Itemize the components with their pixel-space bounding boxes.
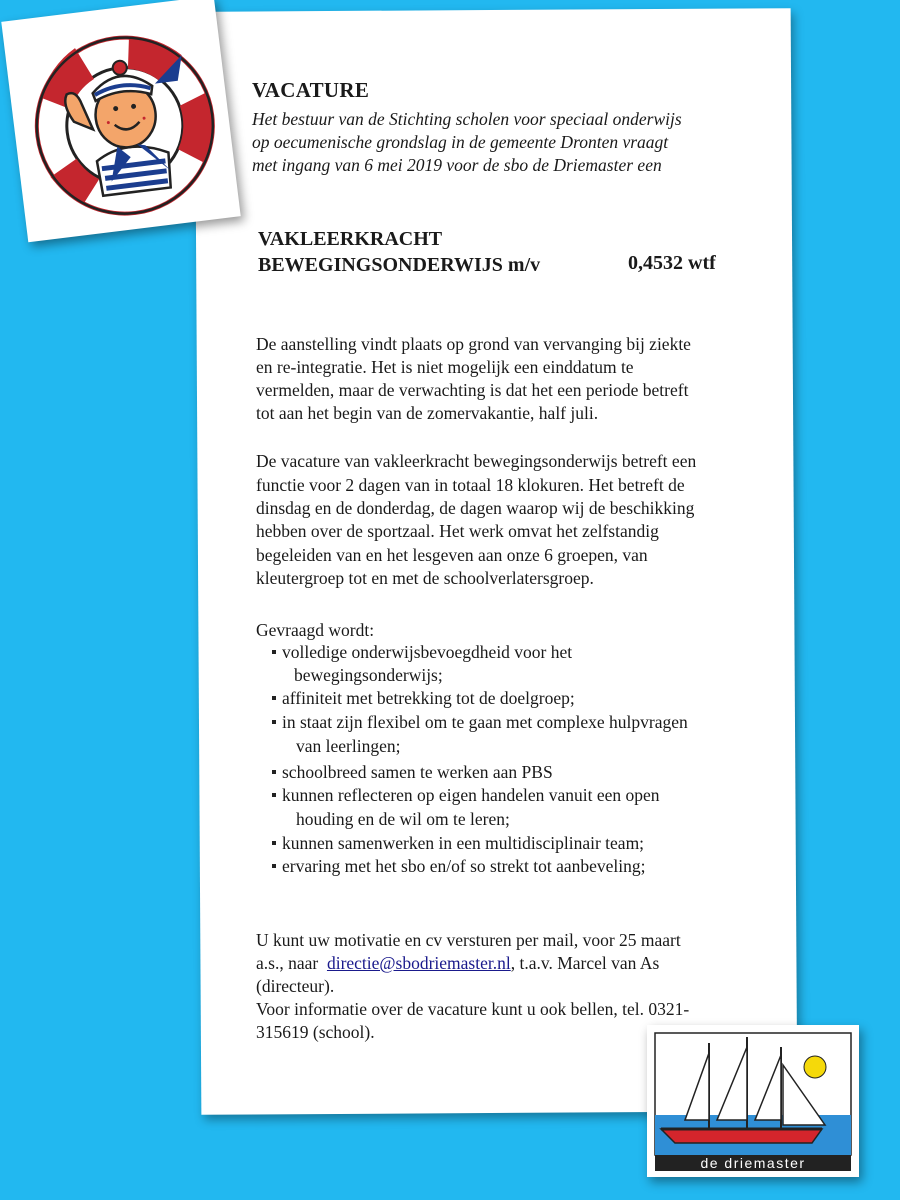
job-title-line2: BEWEGINGSONDERWIJS m/v xyxy=(258,254,541,276)
requirements-label: Gevraagd wordt: xyxy=(256,620,375,640)
vacancy-heading: VACATURE xyxy=(252,78,370,102)
paragraph-line: functie voor 2 dagen van in totaal 18 klokuren. Het betreft de xyxy=(256,475,685,495)
intro-line: met ingang van 6 mei 2019 voor de sbo de Driemaster een xyxy=(252,155,662,175)
bullet-icon xyxy=(272,650,276,654)
paragraph-line: begeleiden van en het lesgeven aan onze 6 groepen, van xyxy=(256,545,648,565)
sailor-illustration xyxy=(1,0,240,242)
paragraph-line: hebben over de sportzaal. Het werk omvat het zelfstandig xyxy=(256,521,659,541)
paragraph-line: De aanstelling vindt plaats op grond van vervanging bij ziekte xyxy=(256,334,691,354)
intro-line: Het bestuur van de Stichting scholen voor speciaal onderwijs xyxy=(252,109,682,129)
bullet-icon xyxy=(272,864,276,868)
requirement-item: kunnen samenwerken in een multidisciplinair team; xyxy=(272,833,644,854)
job-fte: 0,4532 wtf xyxy=(628,252,716,274)
email-link[interactable]: directie@sbodriemaster.nl xyxy=(326,953,511,973)
bullet-icon xyxy=(272,720,276,724)
requirement-item: affiniteit met betrekking tot de doelgroep; xyxy=(272,688,575,709)
paragraph-line: en re-integratie. Het is niet mogelijk een einddatum te xyxy=(256,357,634,377)
driemaster-logo xyxy=(647,1025,859,1177)
requirement-item-cont: van leerlingen; xyxy=(296,736,401,756)
requirement-item-cont: bewegingsonderwijs; xyxy=(294,665,443,685)
bullet-icon xyxy=(272,770,276,774)
paragraph-line: De vacature van vakleerkracht bewegingsonderwijs betreft een xyxy=(256,451,697,471)
requirement-item-cont: houding en de wil om te leren; xyxy=(296,809,510,829)
requirement-item: ervaring met het sbo en/of so strekt tot aanbeveling; xyxy=(272,856,646,877)
requirement-item: schoolbreed samen te werken aan PBS xyxy=(272,762,553,783)
paragraph-line: tot aan het begin van de zomervakantie, half juli. xyxy=(256,403,599,423)
contact-line: 315619 (school). xyxy=(256,1022,375,1042)
paragraph-line: vermelden, maar de verwachting is dat het een periode betreft xyxy=(256,380,689,400)
ship-illustration xyxy=(647,1025,859,1177)
bullet-icon xyxy=(272,696,276,700)
requirement-item: kunnen reflecteren op eigen handelen vanuit een open xyxy=(272,785,660,806)
contact-line: (directeur). xyxy=(256,976,335,996)
bullet-icon xyxy=(272,793,276,797)
bullet-icon xyxy=(272,841,276,845)
contact-line: U kunt uw motivatie en cv versturen per mail, voor 25 maart xyxy=(256,930,681,950)
intro-line: op oecumenische grondslag in de gemeente Dronten vraagt xyxy=(252,132,669,152)
paragraph-line: kleutergroep tot en met de schoolverlatersgroep. xyxy=(256,568,594,588)
paragraph-line: dinsdag en de donderdag, de dagen waarop wij de beschikking xyxy=(256,498,695,518)
job-title-line1: VAKLEERKRACHT xyxy=(258,228,443,250)
requirement-item: volledige onderwijsbevoegdheid voor het xyxy=(272,642,572,663)
contact-line: Voor informatie over de vacature kunt u ook bellen, tel. 0321- xyxy=(256,999,690,1019)
requirement-item: in staat zijn flexibel om te gaan met complexe hulpvragen xyxy=(272,712,688,733)
contact-line: a.s., naar directie@sbodriemaster.nl, t.a.v. Marcel van As xyxy=(256,953,660,973)
sailor-logo xyxy=(1,0,240,242)
logo-caption: de driemaster xyxy=(700,1155,806,1171)
